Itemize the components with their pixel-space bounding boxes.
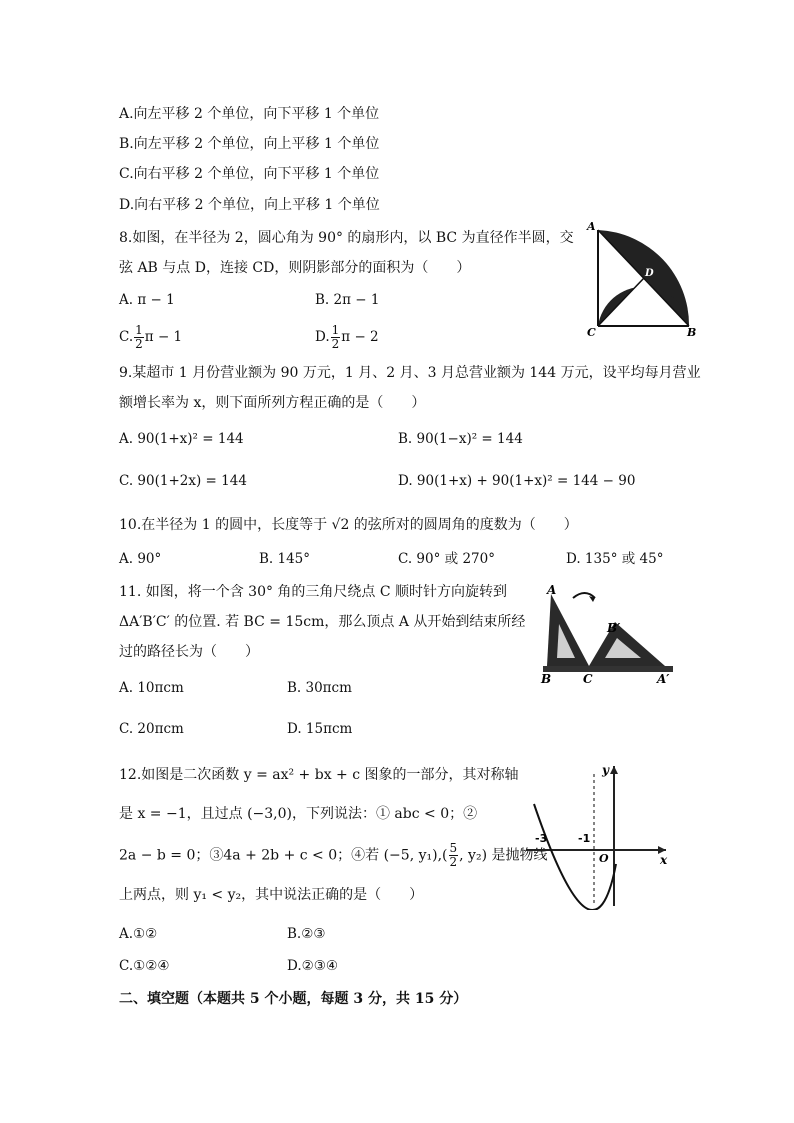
q11-stem-line2: ΔA′B′C′ 的位置. 若 BC = 15cm，那么顶点 A 从开始到结束所经 <box>119 614 526 630</box>
q9-option-b: B. 90(1−x)² = 144 <box>398 431 523 447</box>
label-b: B <box>541 672 552 686</box>
label-y: y <box>602 763 609 777</box>
q7-option-d: D.向右平移 2 个单位，向上平移 1 个单位 <box>119 197 380 213</box>
q10-option-b: B. 145° <box>259 551 311 567</box>
q7-option-b: B.向左平移 2 个单位，向上平移 1 个单位 <box>119 136 380 152</box>
label-d: D <box>645 268 654 279</box>
label-minus-1: -1 <box>578 832 591 845</box>
label-a: A <box>547 583 557 597</box>
label-minus-3: -3 <box>535 832 548 845</box>
label-a-prime: A′ <box>657 672 670 686</box>
label-b-prime: B′ <box>607 621 621 635</box>
q11-stem-line1: 11. 如图，将一个含 30° 角的三角尺绕点 C 顺时针方向旋转到 <box>119 584 508 600</box>
q11-option-d: D. 15πcm <box>287 721 353 737</box>
q12-stem-line2: 是 x = −1，且过点 (−3,0)，下列说法：① abc < 0；② <box>119 806 478 822</box>
q10-option-d: D. 135° 或 45° <box>566 551 664 567</box>
q8-option-a: A. π − 1 <box>119 292 175 308</box>
rotated-triangle <box>589 622 665 666</box>
section-2-heading: 二、填空题（本题共 5 个小题，每题 3 分，共 15 分） <box>119 991 468 1007</box>
q8-option-d: D. $\frac{1}{2}$ π − 2 <box>315 323 379 351</box>
label-b: B <box>687 326 697 338</box>
q7-option-c: C.向右平移 2 个单位，向下平移 1 个单位 <box>119 166 380 182</box>
q11-option-a: A. 10πcm <box>119 680 184 696</box>
q12-parabola-figure <box>522 760 672 910</box>
q8-option-b: B. 2π − 1 <box>315 292 380 308</box>
q12-option-c: C.①②④ <box>119 958 170 974</box>
y-axis-arrow <box>610 766 618 774</box>
q10-option-a: A. 90° <box>119 551 162 567</box>
q9-option-a: A. 90(1+x)² = 144 <box>119 431 244 447</box>
q12-stem-line1: 12.如图是二次函数 y = ax² + bx + c 图象的一部分，其对称轴 <box>119 767 519 783</box>
q9-stem-line1: 9.某超市 1 月份营业额为 90 万元，1 月、2 月、3 月总营业额为 144 万元，设平均每月营业 <box>119 365 701 381</box>
fraction: $\frac{1}{2}$ <box>331 323 340 351</box>
q12-stem-line3: 2a − b = 0；③4a + 2b + c < 0；④若 (−5, y₁),( $\frac{5}{2}$ , y₂) 是抛物线 <box>119 841 548 869</box>
label-a: A <box>587 220 596 233</box>
q9-stem-line2: 额增长率为 x，则下面所列方程正确的是（ ） <box>119 395 426 411</box>
q11-stem-line3: 过的路径长为（ ） <box>119 644 259 660</box>
label-origin: O <box>599 852 609 865</box>
q12-option-d: D.②③④ <box>287 958 338 974</box>
q12-option-a: A.①② <box>119 926 158 942</box>
q7-option-a: A.向左平移 2 个单位，向下平移 1 个单位 <box>119 106 380 122</box>
label-x: x <box>660 853 668 867</box>
q11-option-c: C. 20πcm <box>119 721 184 737</box>
label-c: C <box>587 326 596 338</box>
fraction: $\frac{5}{2}$ <box>449 841 458 869</box>
label-c: C <box>583 672 593 686</box>
q10-stem: 10.在半径为 1 的圆中，长度等于 √2 的弦所对的圆周角的度数为（ ） <box>119 517 578 533</box>
fraction: $\frac{1}{2}$ <box>135 323 143 351</box>
q10-option-c: C. 90° 或 270° <box>398 551 495 567</box>
q8-stem-line2: 弦 AB 与点 D，连接 CD，则阴影部分的面积为（ ） <box>119 260 471 276</box>
q8-sector-figure <box>584 218 700 338</box>
q9-option-d: D. 90(1+x) + 90(1+x)² = 144 − 90 <box>398 473 636 489</box>
q11-triangle-rotation-figure <box>537 582 677 687</box>
q12-stem-line4: 上两点，则 y₁ < y₂，其中说法正确的是（ ） <box>119 887 424 903</box>
q11-option-b: B. 30πcm <box>287 680 352 696</box>
q8-option-c: C. $\frac{1}{2}$ π − 1 <box>119 323 183 351</box>
q8-stem-line1: 8.如图，在半径为 2，圆心角为 90° 的扇形内，以 BC 为直径作半圆，交 <box>119 230 574 246</box>
q9-option-c: C. 90(1+2x) = 144 <box>119 473 247 489</box>
q12-option-b: B.②③ <box>287 926 326 942</box>
